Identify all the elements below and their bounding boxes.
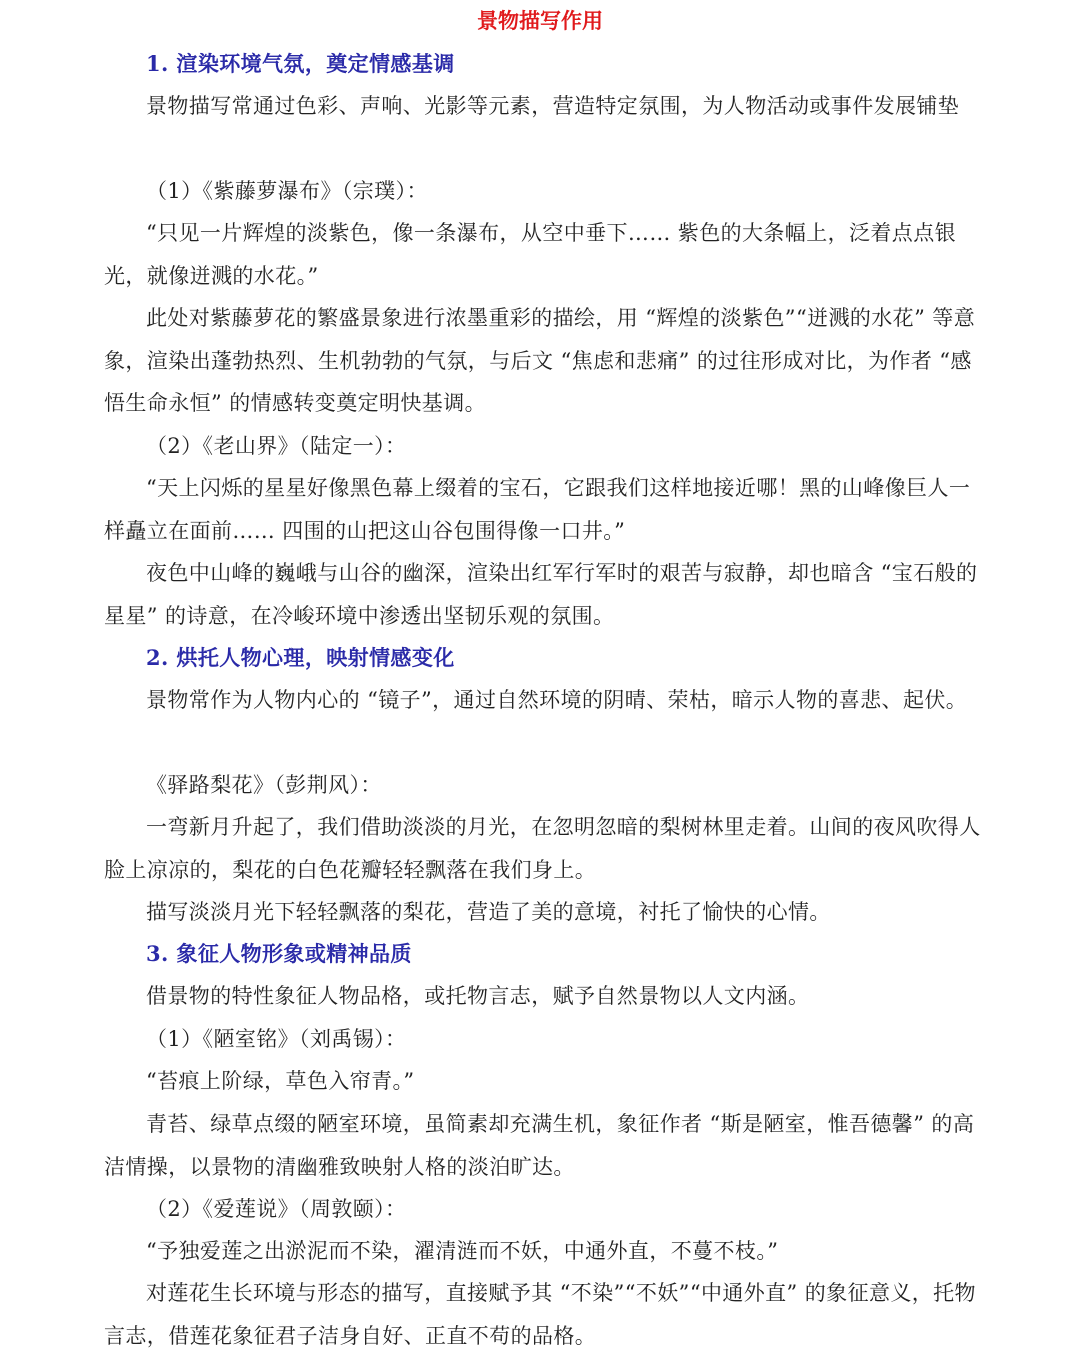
example-quote-3-1: “苔痕上阶绿，草色入帘青。” <box>146 1069 415 1093</box>
section-intro-2: 景物常作为人物内心的 “镜子”，通过自然环境的阴晴、荣枯，暗示人物的喜悲、起伏。 <box>146 688 968 712</box>
example-analysis-3-2: 对莲花生长环境与形态的描写，直接赋予其 “不染”“不妖”“中通外直” 的象征意义，托物言志，借莲花象征君子洁身自好、正直不苟的品格。 <box>104 1281 976 1348</box>
example-ref-3-1: （1）《陋室铭》（刘禹锡）： <box>146 1027 407 1051</box>
section-intro-1: 景物描写常通过色彩、声响、光影等元素，营造特定氛围，为人物活动或事件发展铺垫 <box>146 94 960 118</box>
page-title: 景物描写作用 <box>477 8 603 33</box>
section-heading-3: 3. 象征人物形象或精神品质 <box>146 941 412 966</box>
section-heading-1: 1. 渲染环境气氛，奠定情感基调 <box>146 51 455 76</box>
example-analysis-1-1: 此处对紫藤萝花的繁盛景象进行浓墨重彩的描绘，用 “辉煌的淡紫色”“迸溅的水花” 等意象，渲染出蓬勃热烈、生机勃勃的气氛，与后文 “焦虑和悲痛” 的过往形成对比，为作者 “感悟生命永恒” 的情感转变奠定明快基调。 <box>104 306 976 415</box>
example-ref-2-1: 《驿路梨花》（彭荆风）： <box>146 773 382 797</box>
example-quote-2-1: 一弯新月升起了，我们借助淡淡的月光，在忽明忽暗的梨树林里走着。山间的夜风吹得人脸上凉凉的，梨花的白色花瓣轻轻飘落在我们身上。 <box>104 815 981 882</box>
example-ref-1-1: （1）《紫藤萝瀑布》（宗璞）： <box>146 179 428 203</box>
example-analysis-3-1: 青苔、绿草点缀的陋室环境，虽简素却充满生机，象征作者 “斯是陋室，惟吾德馨” 的高洁情操，以景物的清幽雅致映射人格的淡泊旷达。 <box>104 1112 975 1179</box>
example-ref-3-2: （2）《爱莲说》（周敦颐）： <box>146 1197 407 1221</box>
example-ref-1-2: （2）《老山界》（陆定一）： <box>146 434 407 458</box>
example-analysis-1-2: 夜色中山峰的巍峨与山谷的幽深，渲染出红军行军时的艰苦与寂静，却也暗含 “宝石般的星星” 的诗意，在冷峻环境中渗透出坚韧乐观的氛围。 <box>104 561 978 628</box>
example-quote-1-1: “只见一片辉煌的淡紫色，像一条瀑布，从空中垂下…… 紫色的大条幅上，泛着点点银光，就像迸溅的水花。” <box>104 221 957 288</box>
example-analysis-2-1: 描写淡淡月光下轻轻飘落的梨花，营造了美的意境，衬托了愉快的心情。 <box>146 900 831 924</box>
example-quote-3-2: “予独爱莲之出淤泥而不染，濯清涟而不妖，中通外直，不蔓不枝。” <box>146 1239 779 1263</box>
section-heading-2: 2. 烘托人物心理，映射情感变化 <box>146 645 455 670</box>
example-quote-1-2: “天上闪烁的星星好像黑色幕上缀着的宝石，它跟我们这样地接近哪！黑的山峰像巨人一样矗立在面前…… 四围的山把这山谷包围得像一口井。” <box>104 476 971 543</box>
section-intro-3: 借景物的特性象征人物品格，或托物言志，赋予自然景物以人文内涵。 <box>146 984 810 1008</box>
